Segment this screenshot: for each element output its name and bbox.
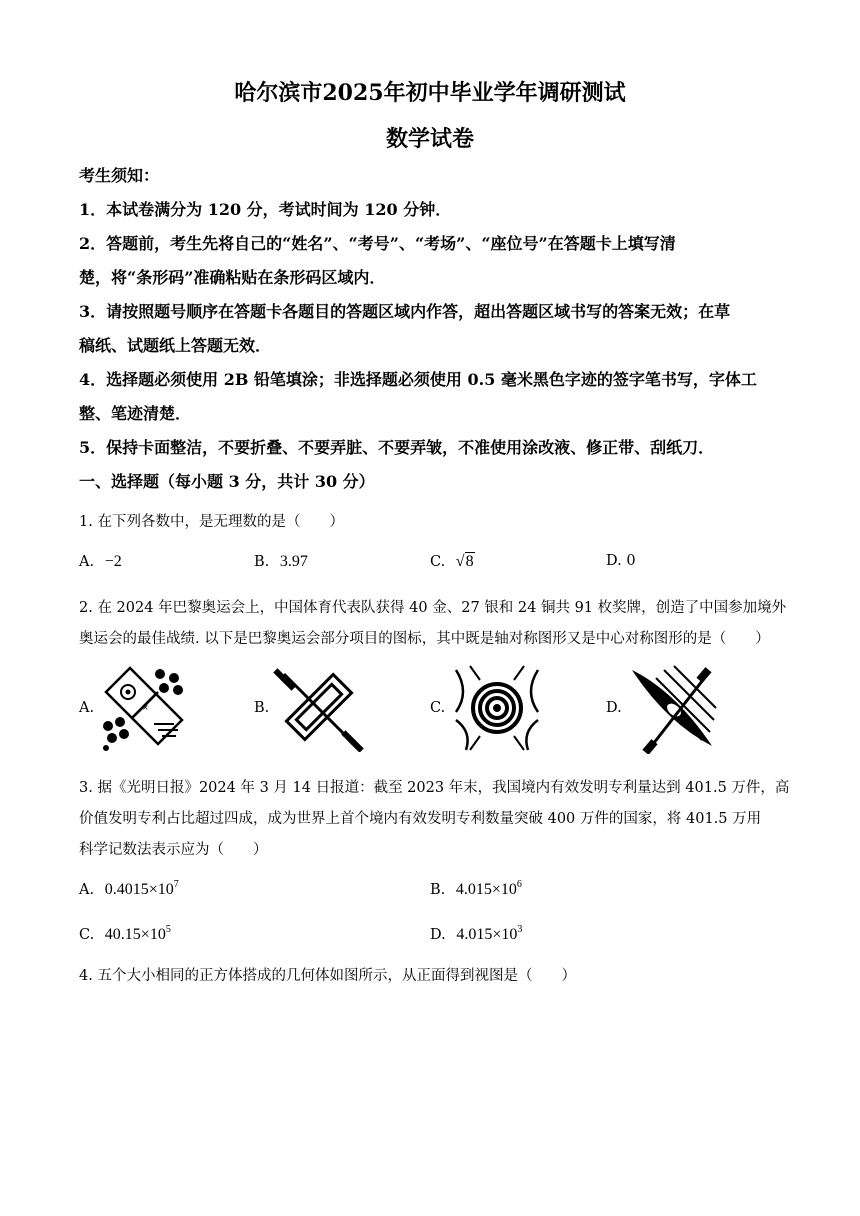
option-value: $0.4015\times 10^7$ bbox=[104, 879, 179, 898]
q1-option-c bbox=[430, 553, 475, 571]
notice-line: 整、笔迹清楚． bbox=[79, 404, 192, 423]
notice-line: 稿纸、试题纸上答题无效． bbox=[79, 336, 272, 355]
q2-option-b: B. bbox=[254, 700, 270, 716]
q1-option-d: D. 0 bbox=[606, 553, 636, 569]
q3-option-b bbox=[430, 881, 522, 899]
notice-heading: 考生须知： bbox=[79, 166, 160, 185]
notice-line: 3．请按照题号顺序在答题卡各题目的答题区域内作答，超出答题区域书写的答案无效；在草 bbox=[79, 302, 731, 321]
q2-option-c: C. bbox=[430, 700, 446, 716]
option-letter: D. bbox=[430, 927, 446, 943]
question-3-stem: 价值发明专利占比超过四成，成为世界上首个境内有效发明专利数量突破 400 万件的国家，将 401.5 万用 bbox=[79, 811, 762, 827]
notice-line: 4．选择题必须使用 2B 铅笔填涂；非选择题必须使用 0.5 毫米黑色字迹的签字笔书写，字体工 bbox=[79, 370, 757, 389]
sqrt-icon: √ bbox=[455, 553, 465, 570]
option-value: 3.97 bbox=[279, 553, 308, 570]
q3-option-c bbox=[79, 926, 171, 944]
notice-line: 1．本试卷满分为 120 分，考试时间为 120 分钟． bbox=[79, 200, 452, 219]
option-value: $4.015\times 10^6$ bbox=[455, 879, 522, 898]
exam-subtitle: 数学试卷 bbox=[385, 126, 474, 152]
option-value: 8 bbox=[465, 553, 474, 570]
question-3-stem: 3. 据《光明日报》2024 年 3 月 14 日报道：截至 2023 年末，我国境内有效发明专利量达到 401.5 万件，高 bbox=[79, 780, 790, 796]
q2-option-a: A. bbox=[79, 700, 95, 716]
option-value: −2 bbox=[104, 553, 122, 570]
notice-line: 楚，将“条形码”准确粘贴在条形码区域内． bbox=[79, 268, 386, 287]
option-letter: B. bbox=[254, 554, 270, 570]
question-1-stem: 1. 在下列各数中，是无理数的是（ ） bbox=[79, 514, 344, 530]
question-2-stem: 2. 在 2024 年巴黎奥运会上，中国体育代表队获得 40 金、27 银和 24 铜共 91 枚奖牌，创造了中国参加境外 bbox=[79, 600, 787, 616]
archery-target-icon bbox=[450, 662, 544, 754]
option-value: $4.015\times 10^3$ bbox=[456, 924, 523, 943]
option-letter: C. bbox=[430, 554, 446, 570]
question-3-stem: 科学记数法表示应为（ ） bbox=[79, 842, 268, 858]
notice-line: 2．答题前，考生先将自己的“姓名”、“考号”、“考场”、“座位号”在答题卡上填写清 bbox=[79, 234, 676, 253]
option-value: $40.15\times 10^5$ bbox=[104, 924, 171, 943]
q2-option-d: D. bbox=[606, 700, 622, 716]
svg-text:×: × bbox=[142, 703, 149, 712]
option-letter: A. bbox=[79, 554, 95, 570]
q1-option-b bbox=[254, 553, 308, 571]
option-letter: B. bbox=[430, 882, 446, 898]
weightlifting-icon bbox=[272, 664, 366, 752]
notice-line: 5．保持卡面整洁，不要折叠、不要弄脏、不要弄皱，不准使用涂改液、修正带、刮纸刀． bbox=[79, 438, 715, 457]
q3-option-a bbox=[79, 881, 179, 899]
football-icon bbox=[98, 664, 188, 752]
section-heading: 一、选择题（每小题 3 分，共计 30 分） bbox=[79, 472, 375, 491]
q1-option-a bbox=[79, 553, 122, 571]
sqrt-expression bbox=[456, 553, 475, 570]
canoe-icon bbox=[626, 662, 720, 754]
question-4-stem: 4. 五个大小相同的正方体搭成的几何体如图所示，从正面得到视图是（ ） bbox=[79, 968, 576, 984]
q3-option-d bbox=[430, 926, 522, 944]
exam-title: 哈尔滨市2025年初中毕业学年调研测试 bbox=[234, 80, 626, 106]
option-letter: A. bbox=[79, 882, 95, 898]
question-2-stem: 奥运会的最佳战绩. 以下是巴黎奥运会部分项目的图标，其中既是轴对称图形又是中心对称图形的是（ ） bbox=[79, 631, 770, 647]
option-letter: C. bbox=[79, 927, 95, 943]
